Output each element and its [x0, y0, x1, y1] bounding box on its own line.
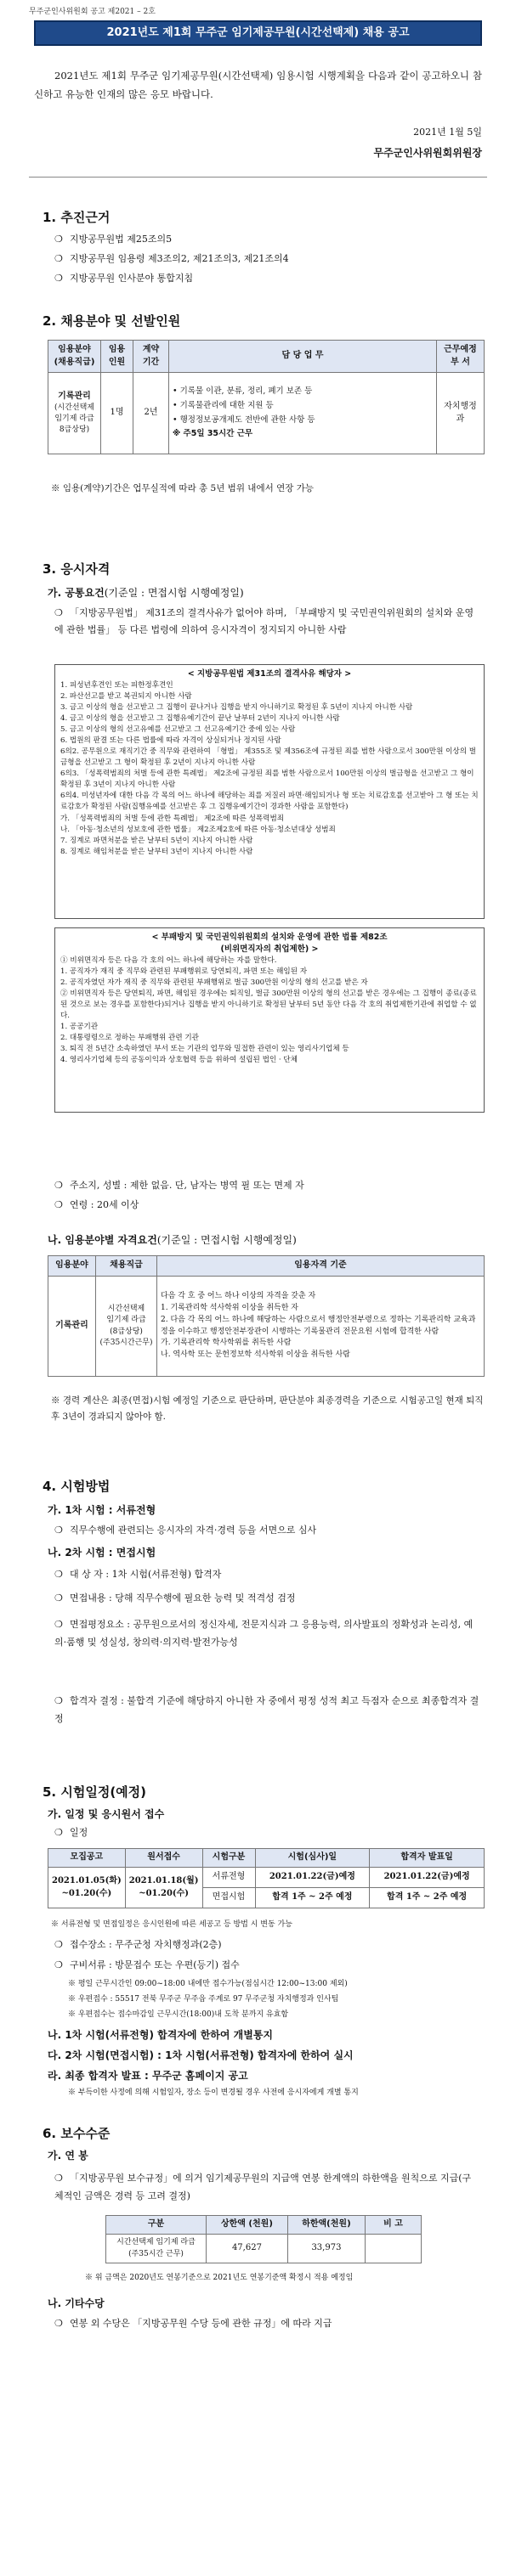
subsection-title: 가. 1차 시험 : 서류전형 — [48, 1504, 156, 1516]
column-header: 시험구분 — [202, 1849, 255, 1868]
career-note: ※ 경력 계산은 최종(면접)시험 예정일 기준으로 판단하며, 판단분야 최종경력을 기준으로 시험공고일 현재 퇴직 후 3년이 경과되지 않아야 함. — [51, 1395, 484, 1422]
table-cell: 면접시험 — [202, 1888, 255, 1908]
list-item: 8. 징계로 해임처분을 받은 날부터 3년이 지나지 아니한 사람 — [60, 847, 253, 856]
submission-note: ※ 평일 근무시간인 09:00~18:00 내에만 접수가능(점심시간 12:00~13:00 제외) — [68, 1980, 348, 1988]
column-header: 구분 — [106, 2216, 207, 2235]
table-cell: 기록관리 — [48, 1277, 96, 1377]
schedule-note: ※ 서류전형 및 면접일정은 응시인원에 따른 세공고 등 방법 시 변동 가능 — [51, 1920, 292, 1929]
subsection-title: 가. 공통요건(기준일 : 면접시험 시행예정일) — [48, 587, 244, 599]
column-header: 임용분야 (채용직급) — [48, 341, 101, 373]
list-item: ❍ 연봉 외 수당은 「지방공무원 수당 등에 관한 규정」에 따라 지급 — [54, 2318, 332, 2329]
schedule-table — [48, 1848, 485, 1908]
list-item: 4. 영리사기업체 등의 공동이익과 상호협력 등을 위하여 설립된 법인 · 단체 — [60, 1056, 298, 1065]
subsection-title: 라. 최종 합격자 발표 : 무주군 홈페이지 공고 — [48, 2070, 248, 2082]
list-item: ❍ 지방공무원법 제25조의5 — [54, 234, 173, 245]
list-item: ② 비위면직자 등은 당연퇴직, 파면, 해임된 경우에는 퇴직일, 벌금 300만원 이상의 형의 선고를 받은 경우에는 그 집행이 종료(종료된 것으로 보는 경우를 포함한다)되거나 집행을 받지 아니하기로 확정된 날부터 5년 동안 다음 각 호의 취업제한기관에 취업할 수 없다. — [60, 989, 477, 1020]
list-item: 6의4. 미성년자에 대한 다음 각 목의 어느 하나에 해당하는 죄를 저질러 파면·해임되거나 형 또는 치료감호를 선고받아 그 형 또는 치료감호가 확정된 사람(집행유예를 선고받은 후 그 집행유예기간이 경과한 사람을 포함한다) — [60, 792, 479, 812]
disqualification-list — [55, 680, 484, 858]
list-item: ❍ 「지방공무원 보수규정」에 의거 임기제공무원의 지급액 연봉 한계액의 하한액을 원칙으로 지급(구체적인 금액은 경력 등 고려 결정) — [54, 2173, 472, 2202]
list-item: ❍ 지방공무원 임용령 제3조의2, 제21조의3, 제21조의4 — [54, 253, 289, 264]
list-item: ① 비위면직자 등은 다음 각 호의 어느 하나에 해당하는 자를 말한다. — [60, 955, 277, 965]
list-item: 5. 금고 이상의 형의 선고유예를 선고받고 그 선고유예기간 중에 있는 사람 — [60, 725, 296, 735]
list-item: ❍ 연령 : 20세 이상 — [54, 1199, 139, 1210]
table-cell: 다음 각 호 중 어느 하나 이상의 자격을 갖춘 자 1. 기록관리학 석사학위 이상을 취득한 자 2. 다음 각 목의 어느 하나에 해당하는 사람으로서 행정안전부령으로 정하는 기록관리학 교육과정을 이수하고 행정안전부장관이 시행하는 기록물관리 전문요원 시험에 합격한 사람 가. 기록관리학 학사학위를 취득한 사람 나. 역사학 또는 문헌정보학 석사학위 이상을 취득한 사람 — [157, 1277, 485, 1377]
table-cell: 기록관리 (시간선택제 임기제 라급 8급상당) — [48, 373, 101, 454]
table-cell: 2년 — [133, 373, 169, 454]
list-item: 4. 금고 이상의 형을 선고받고 그 집행유예기간이 끝난 날부터 2년이 지나지 아니한 사람 — [60, 713, 340, 723]
list-item: ❍ 접수장소 : 무주군청 자치행정과(2층) — [54, 1939, 222, 1950]
salary-table — [105, 2215, 422, 2263]
table-row — [48, 1277, 485, 1377]
list-item: 1. 공직자가 재직 중 직무와 관련된 부패행위로 당연퇴직, 파면 또는 해임된 자 — [60, 967, 308, 976]
subsection-title: 가. 일정 및 응시원서 접수 — [48, 1808, 165, 1820]
list-item: 2. 파산선고를 받고 복권되지 아니한 사람 — [60, 691, 192, 701]
list-item: 1. 피성년후견인 또는 피한정후견인 — [60, 680, 173, 690]
section-2-title: 2. 채용분야 및 선발인원 — [43, 313, 181, 329]
list-item: ❍ 「지방공무원법」 제31조의 결격사유가 없어야 하며, 「부패방지 및 국민권익위원회의 설치와 운영에 관한 법률」 등 다른 법령에 의하여 응시자격이 정지되지 아니한 사람 — [54, 607, 474, 635]
column-header: 상한액 (천원) — [207, 2216, 288, 2235]
column-header: 비 고 — [366, 2216, 422, 2235]
anti-corruption-list — [55, 955, 484, 1067]
subsection-title: 가. 연 봉 — [48, 2150, 88, 2162]
table-cell: 2021.01.22(금)예정 — [370, 1868, 485, 1888]
list-item: 3. 퇴직 전 5년간 소속하였던 부서 또는 기관의 업무와 밀접한 관련이 있는 영리사기업체 등 — [60, 1045, 349, 1054]
subsection-title: 나. 임용분야별 자격요건(기준일 : 면접시험 시행예정일) — [48, 1234, 297, 1246]
list-item: 7. 징계로 파면처분을 받은 날부터 5년이 지나지 아니한 사람 — [60, 836, 253, 845]
disqualification-box: < 지방공무원법 제31조의 결격사유 해당자 > 1. 피성년후견인 또는 피한정후견인 2. 파산선고를 받고 복권되지 아니한 사람 3. 금고 이상의 형을 선고받고 그 집행이 끝나거나 집행을 받지 아니하기로 확정된 후 5년이 지나지 아니한 사람 4. 금고 이상의 형을 선고받고 그 집행유예기간이 끝난 날부터 2년이 지나지 아니한 사람 5. 금고 이상의 형의 선고유예를 선고받고 그 선고유예기간 중에 있는 사람 6. 법원의 판결 또는 다른 법률에 따라 자격이 상실되거나 정지된 사람 6의2. 공무원으로 재직기간 중 직무와 관련하여 「형법」 제355조 및 제356조에 규정된 죄를 범한 사람으로서 300만원 이상의 벌금형을 선고받고 그 형이 확정된 후 2년이 지나지 아니한 사람 6의3. 「성폭력범죄의 처벌 등에 관한 특례법」 제2조에 규정된 죄를 범한 사람으로서 100만원 이상의 벌금형을 선고받고 그 형이 확정된 후 3년이 지나지 아니한 사람 6의4. 미성년자에 대한 다음 각 목의 어느 하나에 해당하는 죄를 저질러 파면·해임되거나 형 또는 치료감호를 선고받아 그 형 또는 치료감호가 확정된 사람(집행유예를 선고받은 후 그 집행유예기간이 경과한 사람을 포함한다) 가. 「성폭력범죄의 처벌 등에 관한 특례법」 제2조에 따른 성폭력범죄 나. 「아동·청소년의 성보호에 관한 법률」 제2조제2호에 따른 아동·청소년대상 성범죄 7. 징계로 파면처분을 받은 날부터 5년이 지나지 아니한 사람 8. 징계로 해임처분을 받은 날부터 3년이 지나지 아니한 사람 — [54, 664, 485, 919]
list-item: 1. 공공기관 — [60, 1022, 99, 1031]
section-5-title: 5. 시험일정(예정) — [43, 1784, 147, 1800]
section-6-title: 6. 보수수준 — [43, 2126, 111, 2141]
table-cell: 2021.01.18(월) ~01.20(수) — [125, 1868, 202, 1908]
column-header: 계약 기간 — [133, 341, 169, 373]
list-item: ❍ 주소지, 성별 : 제한 없음. 단, 남자는 병역 필 또는 면제 자 — [54, 1180, 304, 1191]
subsection-title: 나. 1차 시험(서류전형) 합격자에 한하여 개별통지 — [48, 2029, 274, 2041]
table-cell: 33,973 — [287, 2235, 365, 2263]
section-3-title: 3. 응시자격 — [43, 561, 111, 577]
anti-corruption-box: < 부패방지 및 국민권익위원회의 설치와 운영에 관한 법률 제82조 (비위면직자의 취업제한) > ① 비위면직자 등은 다음 각 호의 어느 하나에 해당하는 자를 말한다. 1. 공직자가 재직 중 직무와 관련된 부패행위로 당연퇴직, 파면 또는 해임된 자 2. 공직자였던 자가 재직 중 직무와 관련된 부패행위로 벌금 300만원 이상의 형의 선고를 받은 자 ② 비위면직자 등은 당연퇴직, 파면, 해임된 경우에는 퇴직일, 벌금 300만원 이상의 형의 선고를 받은 경우에는 그 집행이 종료(종료된 것으로 보는 경우를 포함한다)되거나 집행을 받지 아니하기로 확정된 날부터 5년 동안 다음 각 호의 취업제한기관에 취업할 수 없다. 1. 공공기관 2. 대통령령으로 정하는 부패행위 관련 기관 3. 퇴직 전 5년간 소속하였던 부서 또는 기관의 업무와 밀접한 관련이 있는 영리사기업체 등 4. 영리사기업체 등의 공동이익과 상호협력 등을 위하여 설립된 법인 · 단체 — [54, 927, 485, 1113]
column-header: 채용직급 — [96, 1256, 157, 1277]
table-cell: 서류전형 — [202, 1868, 255, 1888]
section-4-title: 4. 시험방법 — [43, 1479, 111, 1494]
list-item: ❍ 직무수행에 관련되는 응시자의 자격·경력 등을 서면으로 심사 — [54, 1525, 317, 1536]
table-cell: 2021.01.05(화) ~01.20(수) — [48, 1868, 126, 1908]
subsection-title: 나. 기타수당 — [48, 2297, 105, 2309]
column-header: 담 당 업 무 — [169, 341, 437, 373]
column-header: 모집공고 — [48, 1849, 126, 1868]
list-item: ❍ 면접내용 : 당해 직무수행에 필요한 능력 및 적격성 검정 — [54, 1592, 296, 1604]
change-note: ※ 부득이한 사정에 의해 시험일자, 장소 등이 변경될 경우 사전에 응시자에게 개별 통지 — [68, 2088, 359, 2097]
list-item: 6. 법원의 판결 또는 다른 법률에 따라 자격이 상실되거나 정지된 사람 — [60, 736, 281, 746]
table-cell: 시간선택제 임기제 라급 (8급상당) (주35시간근무) — [96, 1277, 157, 1377]
column-header: 시험(심사)일 — [255, 1849, 370, 1868]
table-row — [48, 373, 485, 454]
list-item: 2. 공직자였던 자가 재직 중 직무와 관련된 부패행위로 벌금 300만원 이상의 형의 선고를 받은 자 — [60, 978, 368, 987]
salary-note: ※ 위 금액은 2020년도 연봉기준으로 2021년도 연봉기준액 확정시 적용 예정임 — [85, 2274, 354, 2282]
table-cell: 합격 1주 ~ 2주 예정 — [370, 1888, 485, 1908]
list-item: ❍ 구비서류 : 방문접수 또는 우편(등기) 접수 — [54, 1959, 240, 1970]
submission-note: ※ 우편접수 : 55517 전북 무주군 무주읍 주계로 97 무주군청 자치행정과 인사팀 — [68, 1995, 339, 2004]
column-header: 임용 인원 — [101, 341, 133, 373]
qualification-table — [48, 1255, 485, 1377]
list-item: 6의2. 공무원으로 재직기간 중 직무와 관련하여 「형법」 제355조 및 제356조에 규정된 죄를 범한 사람으로서 300만원 이상의 벌금형을 선고받고 그 형이 확정된 후 2년이 지나지 아니한 사람 — [60, 747, 477, 768]
announcement-date: 2021년 1월 5일 — [413, 127, 482, 138]
list-item: ❍ 지방공무원 인사분야 통합지침 — [54, 273, 194, 284]
table-cell: 자치행정과 — [437, 373, 485, 454]
list-item: 6의3. 「성폭력범죄의 처벌 등에 관한 특례법」 제2조에 규정된 죄를 범한 사람으로서 100만원 이상의 벌금형을 선고받고 그 형이 확정된 후 3년이 지나지 아니한 사람 — [60, 769, 474, 790]
table-cell: • 기록물 이관, 분류, 정리, 폐기 보존 등 • 기록물관리에 대한 지원 등 • 행정정보공개제도 전반에 관한 사항 등 ※ 주5일 35시간 근무 — [169, 373, 437, 454]
intro-paragraph: 2021년도 제1회 무주군 임기제공무원(시간선택제) 임용시험 시행계획을 다음과 같이 공고하오니 참신하고 유능한 인재의 많은 응모 바랍니다. — [34, 70, 482, 101]
list-item: ❍ 대 상 자 : 1차 시험(서류전형) 합격자 — [54, 1569, 222, 1580]
section-1-title: 1. 추진근거 — [43, 210, 111, 225]
recruitment-table — [48, 340, 485, 454]
list-item: 2. 대통령령으로 정하는 부패행위 관련 기관 — [60, 1033, 199, 1042]
column-header: 합격자 발표일 — [370, 1849, 485, 1868]
column-header: 근무예정 부 서 — [437, 341, 485, 373]
submission-note: ※ 우편접수는 접수마감일 근무시간(18:00)내 도착 분까지 유효함 — [68, 2010, 289, 2019]
column-header: 임용자격 기준 — [157, 1256, 485, 1277]
table-row — [48, 1868, 485, 1888]
table-cell: 47,627 — [207, 2235, 288, 2263]
table-cell — [366, 2235, 422, 2263]
list-item: 가. 「성폭력범죄의 처벌 등에 관한 특례법」 제2조에 따른 성폭력범죄 — [60, 814, 285, 823]
contract-note: ※ 임용(계약)기간은 업무실적에 따라 총 5년 범위 내에서 연장 가능 — [51, 483, 314, 493]
table-cell: 1명 — [101, 373, 133, 454]
column-header: 하한액(천원) — [287, 2216, 365, 2235]
list-item: ❍ 합격자 결정 : 불합격 기준에 해당하지 아니한 자 중에서 평정 성적 최고 득점자 순으로 최종합격자 결정 — [54, 1695, 479, 1725]
list-item: 3. 금고 이상의 형을 선고받고 그 집행이 끝나거나 집행을 받지 아니하기로 확정된 후 5년이 지나지 아니한 사람 — [60, 702, 413, 712]
divider — [29, 177, 487, 178]
announcement-title-banner: 2021년도 제1회 무주군 임기제공무원(시간선택제) 채용 공고 — [34, 20, 482, 46]
table-row — [106, 2235, 422, 2263]
subsection-title: 다. 2차 시험(면접시험) : 1차 시험(서류전형) 합격자에 한하여 실시 — [48, 2049, 354, 2061]
issuer-name: 무주군인사위원회위원장 — [373, 147, 482, 159]
table-cell: 시간선택제 임기제 라급 (주35시간 근무) — [106, 2235, 207, 2263]
table-cell: 합격 1주 ~ 2주 예정 — [255, 1888, 370, 1908]
list-item: ❍ 일정 — [54, 1827, 88, 1838]
announcement-number: 무주군인사위원회 공고 제2021 – 2호 — [29, 8, 156, 16]
table-cell: 2021.01.22(금)예정 — [255, 1868, 370, 1888]
subsection-title: 나. 2차 시험 : 면접시험 — [48, 1547, 156, 1559]
column-header: 원서접수 — [125, 1849, 202, 1868]
column-header: 임용분야 — [48, 1256, 96, 1277]
list-item: ❍ 면접평정요소 : 공무원으로서의 정신자세, 전문지식과 그 응용능력, 의사발표의 정확성과 논리성, 예의·품행 및 성실성, 창의력·의지력·발전가능성 — [54, 1619, 473, 1649]
list-item: 나. 「아동·청소년의 성보호에 관한 법률」 제2조제2호에 따른 아동·청소년대상 성범죄 — [60, 825, 336, 834]
